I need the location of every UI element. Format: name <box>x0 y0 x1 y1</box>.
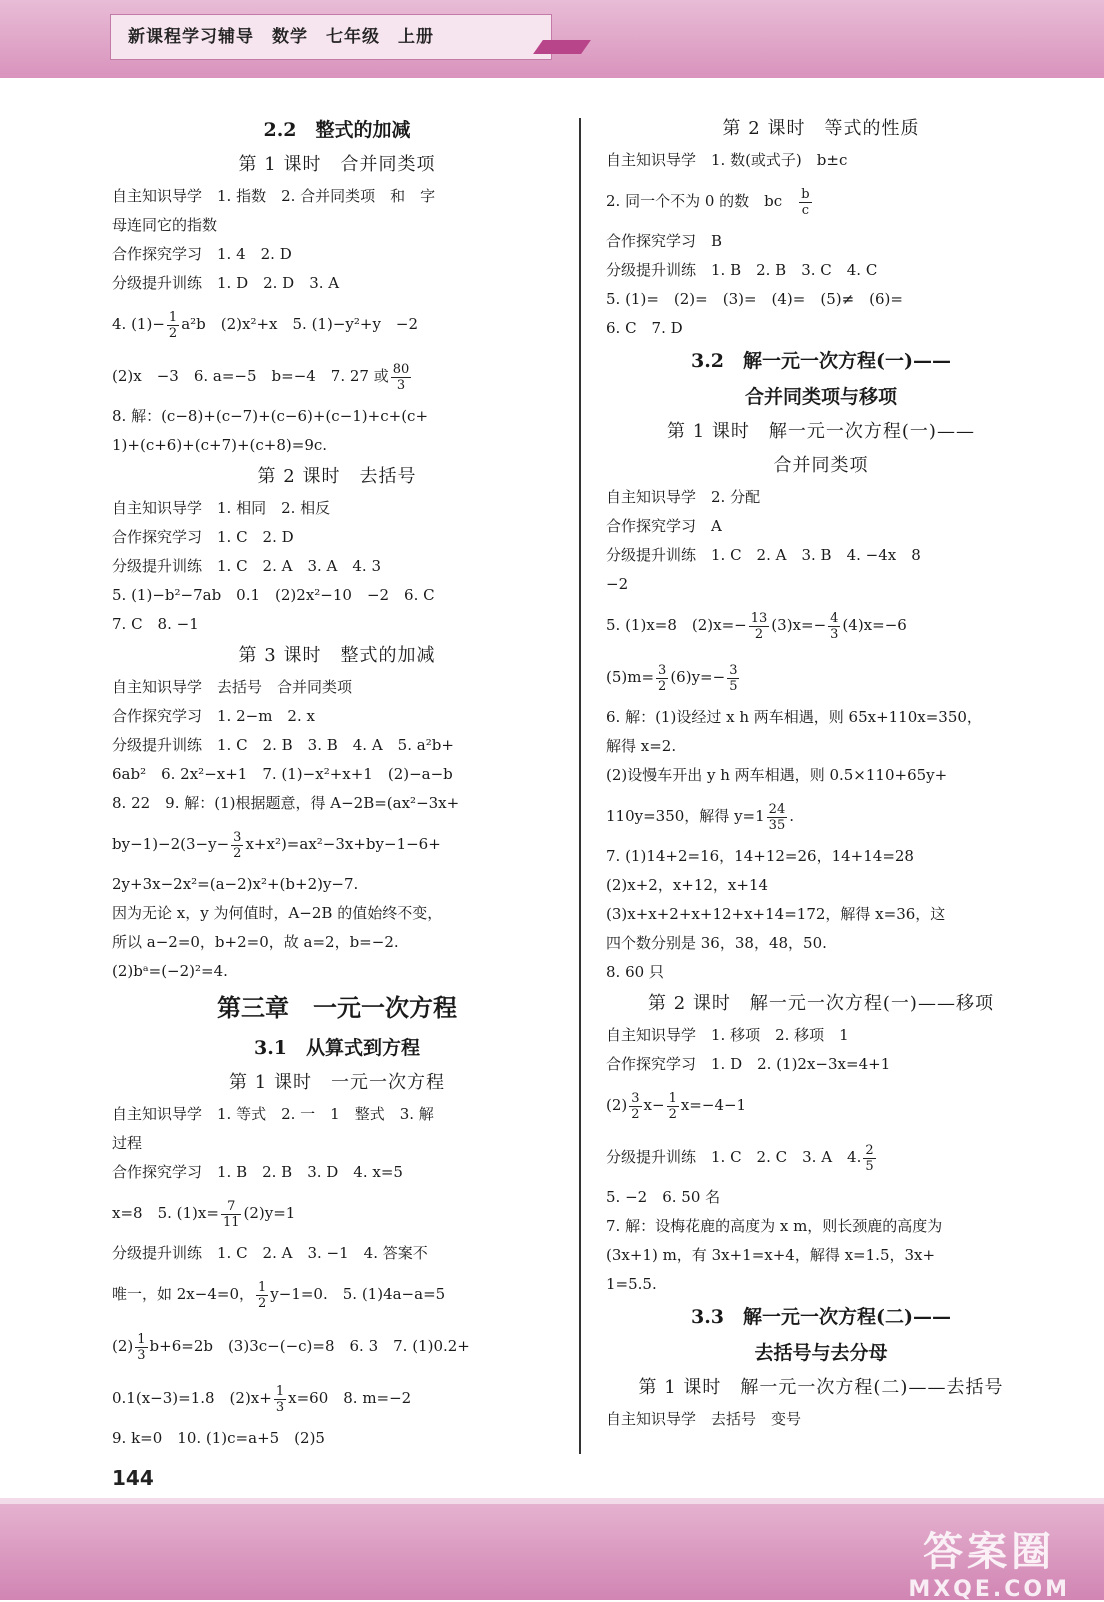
answer-line: −2 <box>606 575 629 593</box>
answer-line <box>606 1131 1036 1183</box>
lesson-title: 第 2 课时 解一元一次方程(一)——移项 <box>648 993 994 1014</box>
text: 5. (1)x=8 (2)x=− <box>606 616 747 634</box>
fraction <box>727 663 739 694</box>
answer-line: 自主知识导学 1. 指数 2. 合并同类项 和 字 <box>112 187 436 205</box>
answer-line <box>112 1320 562 1372</box>
numerator: 80 <box>392 361 410 377</box>
answer-line: 6ab² 6. 2x²−x+1 7. (1)−x²+x+1 (2)−a−b <box>112 765 453 783</box>
denominator: 3 <box>137 1347 146 1363</box>
fraction <box>828 611 840 642</box>
numerator: 4 <box>830 610 839 626</box>
answer-line: 1=5.5. <box>606 1275 657 1293</box>
answer-line: (2)x+2，x+12，x+14 <box>606 876 769 894</box>
text: 4. (1)− <box>112 315 165 333</box>
answer-line <box>606 1079 1036 1131</box>
answer-line <box>606 599 1036 651</box>
fraction <box>256 1280 268 1311</box>
watermark-logo: 答案圈 <box>923 1529 1056 1575</box>
fraction <box>767 802 788 833</box>
section-title: 去括号与去分母 <box>754 1342 888 1364</box>
fraction <box>799 187 811 218</box>
lesson-title: 第 1 课时 解一元一次方程(一)—— <box>667 421 975 442</box>
answer-line: 四个数分别是 36，38，48，50. <box>606 934 827 952</box>
answer-line: 6. 解：(1)设经过 x h 两车相遇，则 65x+110x=350， <box>606 708 982 726</box>
text: (5)m= <box>606 668 655 686</box>
denominator: 2 <box>258 1295 267 1311</box>
answer-line: 6. C 7. D <box>606 319 683 337</box>
denominator: 35 <box>768 817 786 833</box>
fraction <box>629 1091 641 1122</box>
text: 0.1(x−3)=1.8 (2)x+ <box>112 1389 272 1407</box>
numerator: 1 <box>668 1090 677 1106</box>
column-divider <box>579 118 581 1454</box>
text: y−1=0. 5. (1)4a−a=5 <box>270 1285 446 1303</box>
denominator: 3 <box>275 1399 285 1415</box>
fraction <box>656 663 668 694</box>
denominator: 2 <box>658 678 667 694</box>
answer-line: 8. 解：(c−8)+(c−7)+(c−6)+(c−1)+c+(c+ <box>112 407 429 425</box>
denominator: 2 <box>754 626 764 642</box>
denominator: 2 <box>631 1106 640 1122</box>
answer-line: 自主知识导学 1. 等式 2. 一 1 整式 3. 解 <box>112 1105 434 1123</box>
answer-line: 自主知识导学 去括号 变号 <box>606 1410 802 1428</box>
answer-line <box>606 790 1036 842</box>
denominator: 2 <box>168 325 178 341</box>
numerator: 3 <box>729 662 738 678</box>
numerator: 1 <box>168 309 178 325</box>
text: by−1)−2(3−y− <box>112 835 230 853</box>
denominator: 5 <box>729 678 738 694</box>
text: a²b (2)x²+x 5. (1)−y²+y −2 <box>181 315 419 333</box>
section-title: 2.2 整式的加减 <box>263 119 411 141</box>
right-column <box>606 112 1036 1434</box>
numerator: 1 <box>137 1331 146 1347</box>
lesson-title: 第 1 课时 合并同类项 <box>238 154 436 175</box>
answer-line: 自主知识导学 1. 相同 2. 相反 <box>112 499 331 517</box>
numerator: 3 <box>658 662 667 678</box>
denominator: 3 <box>396 377 406 393</box>
answer-line: (3x+1) m，有 3x+1=x+4，解得 x=1.5，3x+ <box>606 1246 936 1264</box>
numerator: 3 <box>631 1090 640 1106</box>
fraction <box>391 362 412 393</box>
numerator: b <box>801 186 810 202</box>
answer-line: 自主知识导学 去括号 合并同类项 <box>112 678 353 696</box>
answer-line: 自主知识导学 1. 移项 2. 移项 1 <box>606 1026 849 1044</box>
answer-line <box>112 350 562 402</box>
section-title: 3.1 从算式到方程 <box>253 1037 421 1059</box>
text: 110y=350，解得 y=1 <box>606 807 765 825</box>
answer-line <box>606 175 1036 227</box>
answer-line: 自主知识导学 2. 分配 <box>606 488 761 506</box>
answer-line <box>606 651 1036 703</box>
text: x− <box>643 1096 665 1114</box>
numerator: 13 <box>750 610 768 626</box>
answer-line: (3)x+x+2+x+12+x+14=172，解得 x=36，这 <box>606 905 946 923</box>
book-title: 新课程学习辅导 数学 七年级 上册 <box>128 27 434 47</box>
fraction <box>667 1091 679 1122</box>
answer-line: 分级提升训练 1. C 2. A 3. −1 4. 答案不 <box>112 1244 428 1262</box>
answer-line <box>112 1268 562 1320</box>
denominator: 3 <box>830 626 839 642</box>
answer-line: 分级提升训练 1. B 2. B 3. C 4. C <box>606 261 878 279</box>
answer-line: 因为无论 x，y 为何值时，A−2B 的值始终不变， <box>112 904 443 922</box>
answer-line: 8. 22 9. 解：(1)根据题意，得 A−2B=(ax²−3x+ <box>112 794 460 812</box>
answer-line <box>112 1187 562 1239</box>
text: 2. 同一个不为 0 的数 bc <box>606 192 783 210</box>
text: 唯一，如 2x−4=0， <box>112 1285 254 1303</box>
fraction <box>749 611 770 642</box>
page-number: 144 <box>112 1466 154 1490</box>
answer-line: 合作探究学习 1. 4 2. D <box>112 245 292 263</box>
answer-line: (2)设慢车开出 y h 两车相遇，则 0.5×110+65y+ <box>606 766 948 784</box>
text: b+6=2b (3)3c−(−c)=8 6. 3 7. (1)0.2+ <box>149 1337 470 1355</box>
answer-line: 过程 <box>112 1134 143 1152</box>
text: (2) <box>606 1096 628 1114</box>
answer-line: 8. 60 只 <box>606 963 664 981</box>
fraction <box>863 1143 875 1174</box>
answer-line: 分级提升训练 1. C 2. A 3. B 4. −4x 8 <box>606 546 921 564</box>
answer-line: 7. C 8. −1 <box>112 615 199 633</box>
text: (4)x=−6 <box>842 616 907 634</box>
answer-line: 合作探究学习 B <box>606 232 723 250</box>
answer-line: 自主知识导学 1. 数(或式子) b±c <box>606 151 848 169</box>
answer-line <box>112 298 562 350</box>
numerator: 1 <box>275 1383 285 1399</box>
watermark-url: MXQE.COM <box>908 1577 1070 1602</box>
denominator: 2 <box>233 845 242 861</box>
chapter-title: 第三章 一元一次方程 <box>217 993 457 1022</box>
fraction <box>231 830 243 861</box>
text: (2) <box>112 1337 134 1355</box>
answer-line: 合作探究学习 1. 2−m 2. x <box>112 707 315 725</box>
watermark <box>908 1520 1070 1602</box>
text: x+x²)=ax²−3x+by−1−6+ <box>245 835 441 853</box>
text: (6)y=− <box>670 668 726 686</box>
answer-line: (2)bᵃ=(−2)²=4. <box>112 962 228 980</box>
text: x=8 5. (1)x= <box>112 1204 219 1222</box>
fraction <box>135 1332 147 1363</box>
lesson-title: 第 2 课时 等式的性质 <box>722 118 920 139</box>
denominator: 5 <box>865 1158 874 1174</box>
text: . <box>789 807 794 825</box>
text: (2)y=1 <box>243 1204 296 1222</box>
text: (2)x −3 6. a=−5 b=−4 7. 27 或 <box>112 367 389 385</box>
lesson-title: 第 1 课时 一元一次方程 <box>229 1072 445 1093</box>
answer-line: 解得 x=2. <box>606 737 677 755</box>
fraction <box>274 1384 286 1415</box>
lesson-title: 第 3 课时 整式的加减 <box>238 645 436 666</box>
numerator: 24 <box>768 801 786 817</box>
answer-line: 合作探究学习 1. C 2. D <box>112 528 294 546</box>
section-title: 合并同类项与移项 <box>744 386 897 408</box>
answer-line: 合作探究学习 1. D 2. (1)2x−3x=4+1 <box>606 1055 891 1073</box>
numerator: 7 <box>221 1199 242 1215</box>
answer-line: 7. 解：设梅花鹿的高度为 x m，则长颈鹿的高度为 <box>606 1217 943 1235</box>
answer-line: 9. k=0 10. (1)c=a+5 (2)5 <box>112 1429 325 1447</box>
answer-line: 1)+(c+6)+(c+7)+(c+8)=9c. <box>112 436 328 454</box>
text: 分级提升训练 1. C 2. C 3. A 4. <box>606 1148 862 1166</box>
answer-line: 分级提升训练 1. C 2. B 3. B 4. A 5. a²b+ <box>112 736 454 754</box>
text: (3)x=− <box>771 616 827 634</box>
lesson-title: 第 2 课时 去括号 <box>257 466 417 487</box>
answer-line <box>112 818 562 870</box>
answer-line: 5. −2 6. 50 名 <box>606 1188 721 1206</box>
footer-band <box>0 1498 1104 1504</box>
header-bar <box>0 0 1104 78</box>
section-title: 3.3 解一元一次方程(二)—— <box>690 1306 952 1328</box>
answer-line: 5. (1)−b²−7ab 0.1 (2)2x²−10 −2 6. C <box>112 586 435 604</box>
denominator: c <box>801 202 809 218</box>
numerator: 3 <box>233 829 242 845</box>
section-title: 3.2 解一元一次方程(一)—— <box>690 350 952 372</box>
numerator: 2 <box>865 1142 874 1158</box>
answer-line: 2y+3x−2x²=(a−2)x²+(b+2)y−7. <box>112 875 359 893</box>
lesson-title: 合并同类项 <box>773 455 869 476</box>
answer-line: 分级提升训练 1. C 2. A 3. A 4. 3 <box>112 557 382 575</box>
numerator: 1 <box>258 1279 267 1295</box>
answer-line: 所以 a−2=0，b+2=0，故 a=2，b=−2. <box>112 933 399 951</box>
text: x=60 8. m=−2 <box>288 1389 412 1407</box>
denominator: 2 <box>668 1106 677 1122</box>
left-column <box>112 112 562 1453</box>
answer-line: 合作探究学习 A <box>606 517 722 535</box>
text: x=−4−1 <box>680 1096 747 1114</box>
fraction <box>167 310 179 341</box>
denominator: 11 <box>222 1214 240 1230</box>
answer-line: 母连同它的指数 <box>112 216 218 234</box>
lesson-title: 第 1 课时 解一元一次方程(二)——去括号 <box>638 1377 1004 1398</box>
fraction <box>221 1199 242 1230</box>
answer-line: 5. (1)= (2)= (3)= (4)= (5)≠ (6)= <box>606 290 903 308</box>
answer-line: 分级提升训练 1. D 2. D 3. A <box>112 274 340 292</box>
answer-line <box>112 1372 562 1424</box>
answer-line: 合作探究学习 1. B 2. B 3. D 4. x=5 <box>112 1163 403 1181</box>
answer-line: 7. (1)14+2=16，14+12=26，14+14=28 <box>606 847 914 865</box>
